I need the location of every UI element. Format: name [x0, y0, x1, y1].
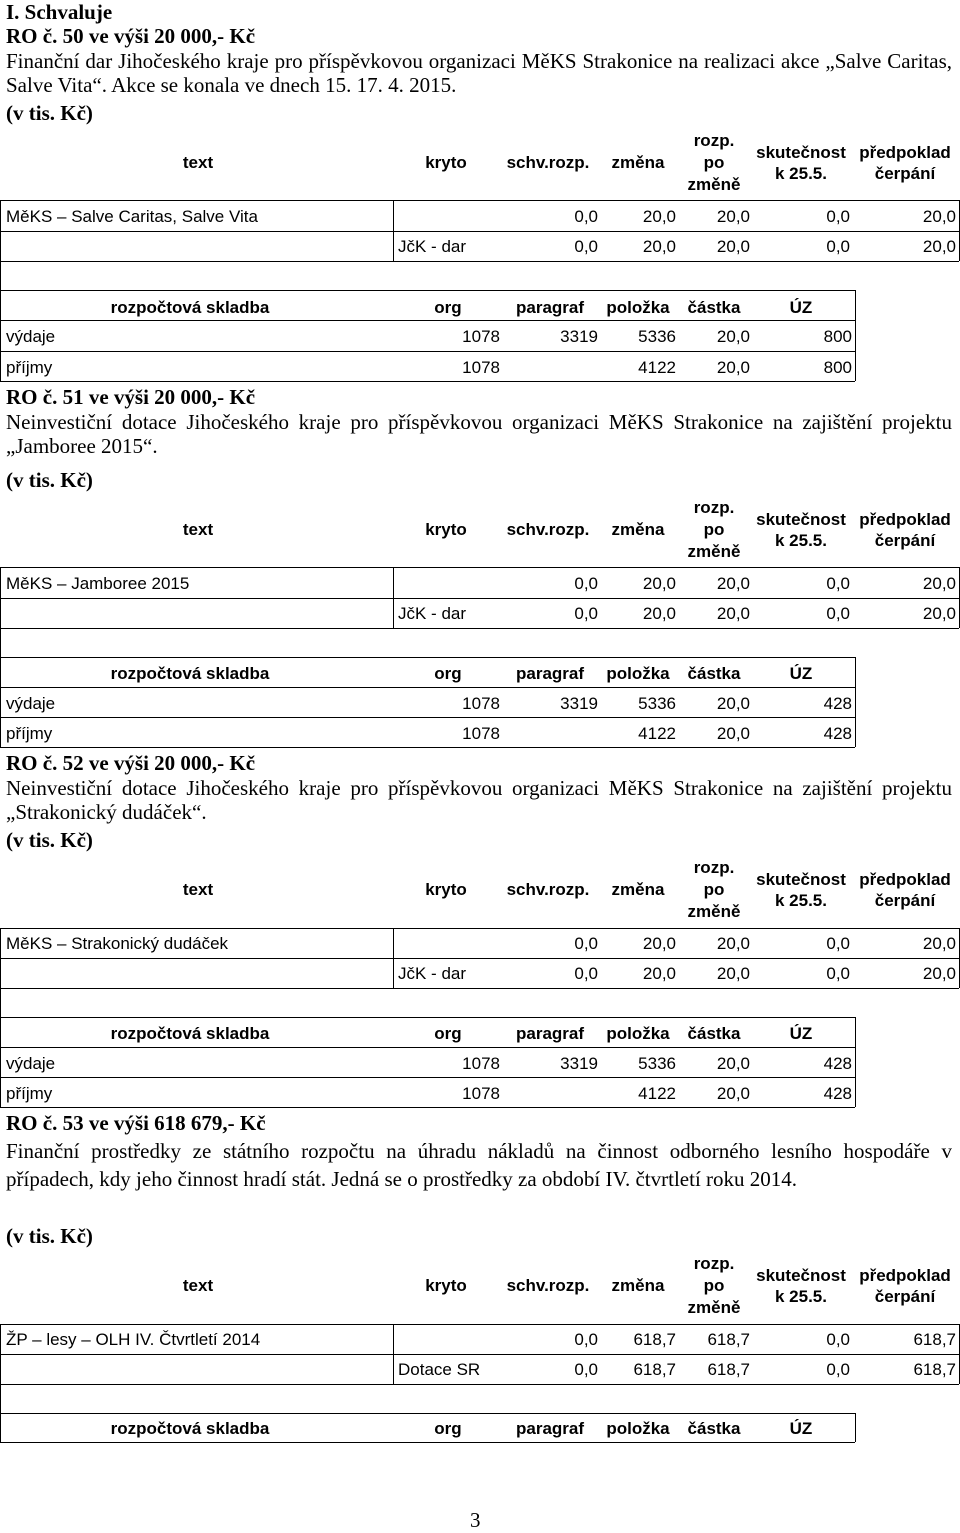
header-cerpani: čerpání [874, 1287, 936, 1306]
ro-title: RO č. 51 ve výši 20 000,- Kč [6, 385, 256, 409]
cell-schv: 0,0 [574, 964, 598, 983]
cell-pred: 20,0 [922, 237, 956, 256]
section-title: I. Schvaluje [6, 0, 113, 24]
cell-castka: 20,0 [716, 327, 750, 346]
unit-label: (v tis. Kč) [6, 1224, 93, 1248]
header-predpoklad: předpoklad [859, 870, 951, 889]
cell-pred: 20,0 [922, 207, 956, 226]
cell-schv: 0,0 [574, 237, 598, 256]
ro-description: Neinvestiční dotace Jihočeského kraje pro příspěvkovou organizaci MěKS Strakonice na zajištění projektu „Strakonický dudáček“. [6, 776, 952, 824]
polozka-header: položka [606, 298, 670, 317]
ro-description: Finanční dar Jihočeského kraje pro příspěvkovou organizaci MěKS Strakonice na realizaci akce „Salve Caritas, Salve Vita“. Akce se konala ve dnech 15. 17. 4. 2015. [6, 49, 952, 97]
header-k-date: k 25.5. [775, 531, 827, 550]
prijmy-label: příjmy [6, 358, 53, 377]
ro-title: RO č. 53 ve výši 618 679,- Kč [6, 1111, 266, 1135]
cell-castka: 20,0 [716, 694, 750, 713]
ro-title: RO č. 52 ve výši 20 000,- Kč [6, 751, 256, 775]
header-zmena: změna [611, 1276, 665, 1295]
cell-paragraf: 3319 [560, 327, 598, 346]
header-skutecnost: skutečnost [756, 510, 846, 529]
header-rozp: rozp. [693, 858, 735, 877]
header-kryto: kryto [425, 153, 467, 172]
castka-header: částka [687, 664, 741, 683]
skladba-header: rozpočtová skladba [110, 1024, 270, 1043]
cell-schv: 0,0 [574, 574, 598, 593]
cell-zmena: 20,0 [642, 964, 676, 983]
cell-rozp: 20,0 [716, 237, 750, 256]
paragraf-header: paragraf [515, 1024, 585, 1043]
vydaje-label: výdaje [6, 327, 56, 346]
uz-header: ÚZ [789, 298, 813, 317]
cell-zmena: 20,0 [642, 934, 676, 953]
cell-zmena: 618,7 [633, 1360, 676, 1379]
cell-polozka: 4122 [638, 358, 676, 377]
vydaje-label: výdaje [6, 1054, 56, 1073]
header-predpoklad: předpoklad [859, 1266, 951, 1285]
cell-polozka: 5336 [638, 1054, 676, 1073]
header-rozp: rozp. [693, 498, 735, 517]
cell-rozp: 20,0 [716, 964, 750, 983]
row-kryto: JčK - dar [398, 964, 467, 983]
header-skutecnost: skutečnost [756, 870, 846, 889]
header-zmene: změně [687, 542, 741, 561]
cell-org: 1078 [462, 724, 500, 743]
header-rozp: rozp. [693, 131, 735, 150]
cell-rozp: 20,0 [716, 207, 750, 226]
unit-label: (v tis. Kč) [6, 101, 93, 125]
cell-castka: 20,0 [716, 358, 750, 377]
vydaje-label: výdaje [6, 694, 56, 713]
cell-uz: 428 [823, 694, 852, 713]
cell-polozka: 5336 [638, 327, 676, 346]
polozka-header: položka [606, 1419, 670, 1438]
header-zmene: změně [687, 1298, 741, 1317]
cell-org: 1078 [462, 358, 500, 377]
header-schv: schv.rozp. [506, 153, 590, 172]
cell-pred: 20,0 [922, 604, 956, 623]
header-kryto: kryto [425, 520, 467, 539]
header-skutecnost: skutečnost [756, 1266, 846, 1285]
unit-label: (v tis. Kč) [6, 468, 93, 492]
header-schv: schv.rozp. [506, 520, 590, 539]
cell-skut: 0,0 [826, 964, 850, 983]
cell-polozka: 5336 [638, 694, 676, 713]
polozka-header: položka [606, 664, 670, 683]
cell-skut: 0,0 [826, 574, 850, 593]
ro-description: Finanční prostředky ze státního rozpočtu na úhradu nákladů na činnost odborného lesního hospodáře v případech, kdy jeho činnost hradí stát. Jedná se o prostředky za období IV. čtvrtletí roku 2014. [6, 1139, 952, 1191]
header-po: po [703, 520, 725, 539]
polozka-header: položka [606, 1024, 670, 1043]
row-text: ŽP – lesy – OLH IV. Čtvrtletí 2014 [6, 1330, 261, 1349]
row-text: MěKS – Salve Caritas, Salve Vita [6, 207, 258, 226]
cell-pred: 20,0 [922, 934, 956, 953]
castka-header: částka [687, 1024, 741, 1043]
header-cerpani: čerpání [874, 891, 936, 910]
cell-paragraf: 3319 [560, 1054, 598, 1073]
header-zmene: změně [687, 175, 741, 194]
uz-header: ÚZ [789, 664, 813, 683]
cell-rozp: 618,7 [707, 1330, 750, 1349]
header-text: text [182, 520, 214, 539]
prijmy-label: příjmy [6, 724, 53, 743]
cell-uz: 800 [823, 327, 852, 346]
header-zmena: změna [611, 153, 665, 172]
header-predpoklad: předpoklad [859, 143, 951, 162]
header-zmena: změna [611, 880, 665, 899]
header-text: text [182, 880, 214, 899]
header-predpoklad: předpoklad [859, 510, 951, 529]
header-k-date: k 25.5. [775, 164, 827, 183]
cell-uz: 428 [823, 724, 852, 743]
org-header: org [434, 664, 462, 683]
cell-skut: 0,0 [826, 1360, 850, 1379]
unit-label: (v tis. Kč) [6, 828, 93, 852]
header-skutecnost: skutečnost [756, 143, 846, 162]
cell-org: 1078 [462, 327, 500, 346]
cell-castka: 20,0 [716, 724, 750, 743]
header-po: po [703, 880, 725, 899]
cell-rozp: 20,0 [716, 574, 750, 593]
cell-uz: 428 [823, 1054, 852, 1073]
uz-header: ÚZ [789, 1419, 813, 1438]
cell-org: 1078 [462, 694, 500, 713]
row-kryto: JčK - dar [398, 604, 467, 623]
cell-zmena: 20,0 [642, 237, 676, 256]
header-kryto: kryto [425, 1276, 467, 1295]
paragraf-header: paragraf [515, 298, 585, 317]
row-text: MěKS – Jamboree 2015 [6, 574, 190, 593]
paragraf-header: paragraf [515, 664, 585, 683]
castka-header: částka [687, 298, 741, 317]
header-po: po [703, 153, 725, 172]
skladba-header: rozpočtová skladba [110, 1419, 270, 1438]
header-schv: schv.rozp. [506, 1276, 590, 1295]
header-text: text [182, 153, 214, 172]
cell-schv: 0,0 [574, 1330, 598, 1349]
cell-org: 1078 [462, 1084, 500, 1103]
cell-polozka: 4122 [638, 1084, 676, 1103]
cell-zmena: 20,0 [642, 574, 676, 593]
cell-uz: 428 [823, 1084, 852, 1103]
cell-zmena: 20,0 [642, 207, 676, 226]
cell-schv: 0,0 [574, 934, 598, 953]
prijmy-label: příjmy [6, 1084, 53, 1103]
row-kryto: JčK - dar [398, 237, 467, 256]
ro-description: Neinvestiční dotace Jihočeského kraje pro příspěvkovou organizaci MěKS Strakonice na zajištění projektu „Jamboree 2015“. [6, 410, 952, 458]
cell-pred: 20,0 [922, 964, 956, 983]
uz-header: ÚZ [789, 1024, 813, 1043]
paragraf-header: paragraf [515, 1419, 585, 1438]
org-header: org [434, 1024, 462, 1043]
cell-skut: 0,0 [826, 934, 850, 953]
header-text: text [182, 1276, 214, 1295]
cell-schv: 0,0 [574, 207, 598, 226]
header-rozp: rozp. [693, 1254, 735, 1273]
header-kryto: kryto [425, 880, 467, 899]
cell-zmena: 20,0 [642, 604, 676, 623]
cell-rozp: 618,7 [707, 1360, 750, 1379]
cell-skut: 0,0 [826, 1330, 850, 1349]
cell-polozka: 4122 [638, 724, 676, 743]
cell-pred: 618,7 [913, 1360, 956, 1379]
row-kryto: Dotace SR [398, 1360, 481, 1379]
ro-title: RO č. 50 ve výši 20 000,- Kč [6, 24, 256, 48]
header-zmena: změna [611, 520, 665, 539]
header-zmene: změně [687, 902, 741, 921]
skladba-header: rozpočtová skladba [110, 664, 270, 683]
castka-header: částka [687, 1419, 741, 1438]
cell-zmena: 618,7 [633, 1330, 676, 1349]
cell-schv: 0,0 [574, 1360, 598, 1379]
org-header: org [434, 1419, 462, 1438]
cell-org: 1078 [462, 1054, 500, 1073]
org-header: org [434, 298, 462, 317]
cell-castka: 20,0 [716, 1054, 750, 1073]
cell-skut: 0,0 [826, 207, 850, 226]
header-cerpani: čerpání [874, 164, 936, 183]
cell-rozp: 20,0 [716, 604, 750, 623]
cell-castka: 20,0 [716, 1084, 750, 1103]
cell-schv: 0,0 [574, 604, 598, 623]
cell-pred: 618,7 [913, 1330, 956, 1349]
header-cerpani: čerpání [874, 531, 936, 550]
cell-rozp: 20,0 [716, 934, 750, 953]
cell-paragraf: 3319 [560, 694, 598, 713]
row-text: MěKS – Strakonický dudáček [6, 934, 229, 953]
page-number: 3 [470, 1508, 481, 1532]
header-po: po [703, 1276, 725, 1295]
cell-uz: 800 [823, 358, 852, 377]
cell-skut: 0,0 [826, 237, 850, 256]
skladba-header: rozpočtová skladba [110, 298, 270, 317]
header-k-date: k 25.5. [775, 891, 827, 910]
header-k-date: k 25.5. [775, 1287, 827, 1306]
header-schv: schv.rozp. [506, 880, 590, 899]
cell-pred: 20,0 [922, 574, 956, 593]
cell-skut: 0,0 [826, 604, 850, 623]
